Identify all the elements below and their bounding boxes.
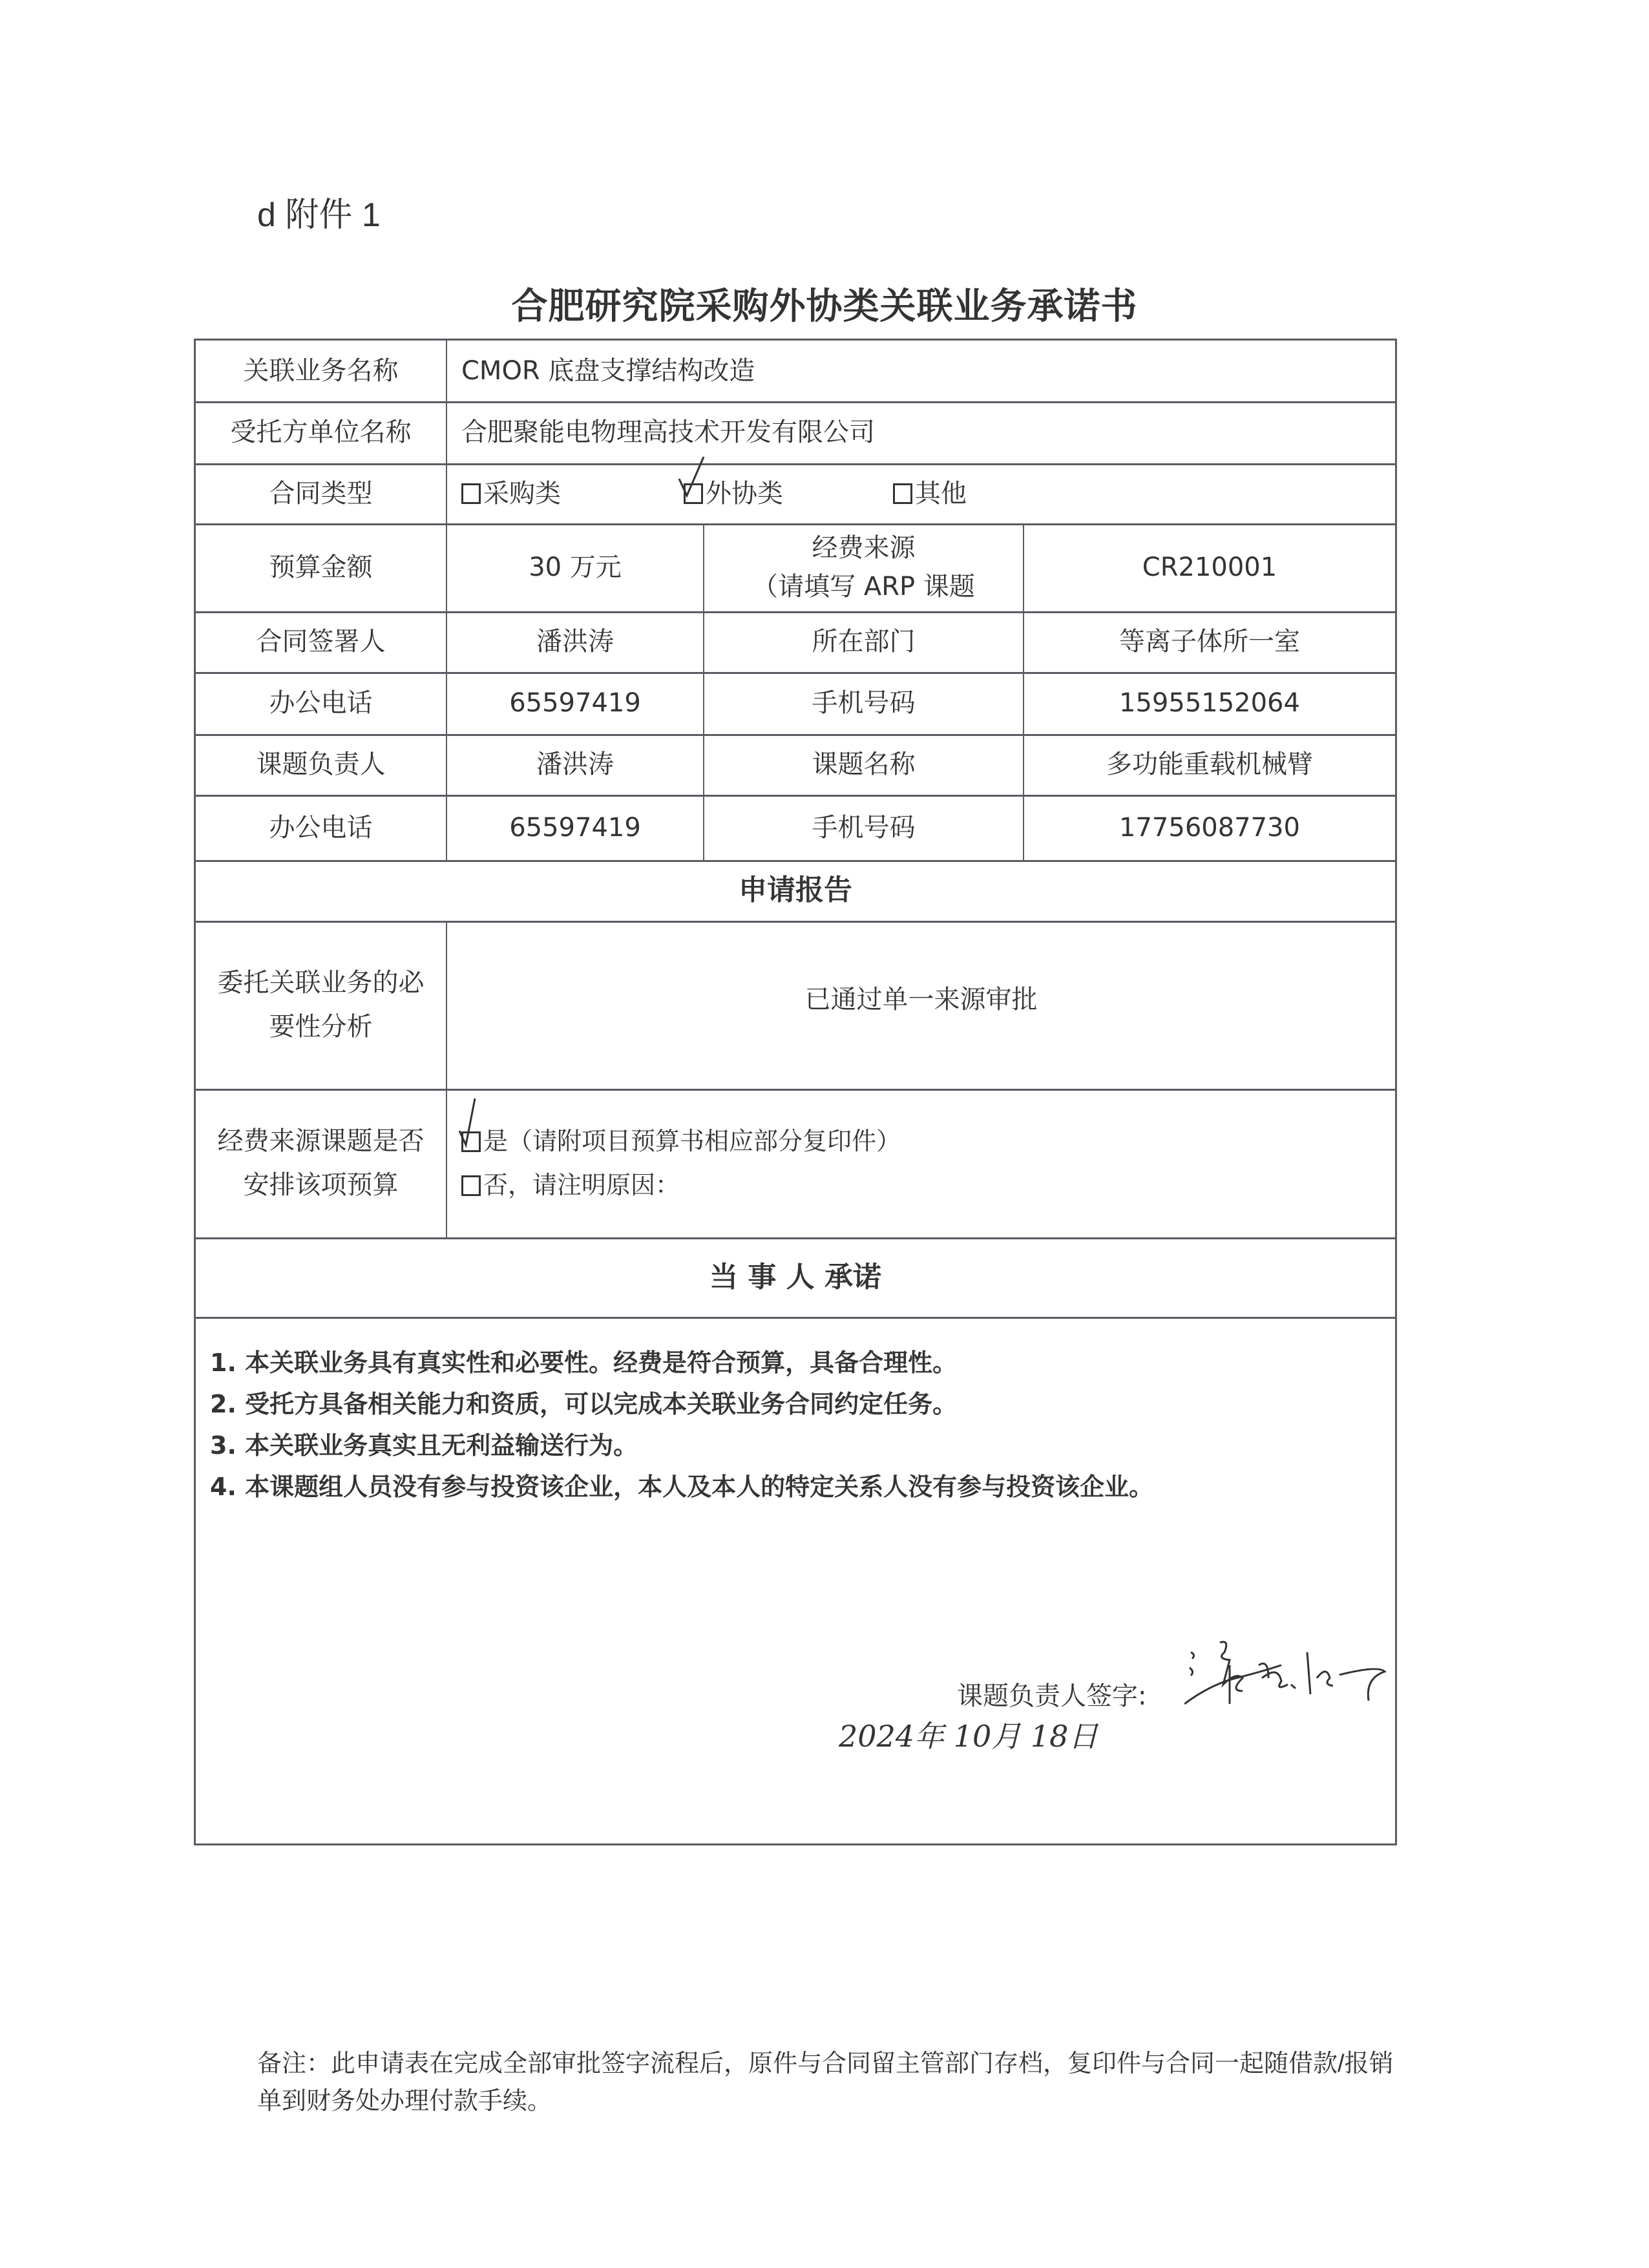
project-leader-label: 课题负责人 [256, 750, 386, 779]
entrusted-unit-label: 受托方单位名称 [230, 417, 412, 447]
signature-date: 2024年 10月 18日 [839, 1719, 1098, 1754]
budget-arranged-label: 经费来源课题是否 安排该项预算 [217, 1126, 425, 1200]
office-phone-value[interactable]: 65597419 [509, 688, 641, 718]
business-name-label: 关联业务名称 [243, 356, 399, 386]
signature-label: 课题负责人签字: [957, 1681, 1147, 1711]
attachment-label: d 附件 1 [257, 196, 381, 234]
checkmark-icon [678, 456, 717, 507]
mobile-label: 手机号码 [812, 688, 916, 718]
application-section-title: 申请报告 [739, 874, 852, 907]
contract-type-label: 合同类型 [269, 478, 373, 509]
project-name-label: 课题名称 [812, 750, 916, 779]
option-no[interactable]: 否，请注明原因： [461, 1163, 680, 1207]
necessity-label: 委托关联业务的必 要性分析 [217, 968, 425, 1042]
budget-value[interactable]: 30 万元 [529, 552, 622, 582]
pledge-item: 1. 本关联业务具有真实性和必要性。经费是符合预算，具备合理性。 [210, 1349, 958, 1377]
fund-source-value[interactable]: CR210001 [1142, 552, 1277, 582]
business-name-value[interactable]: CMOR 底盘支撑结构改造 [461, 356, 755, 386]
signer-value[interactable]: 潘洪涛 [536, 627, 614, 656]
pledge-list [210, 1342, 1153, 1507]
office-phone-value[interactable]: 65597419 [509, 812, 641, 843]
mobile-value[interactable]: 17756087730 [1119, 812, 1300, 843]
office-phone-label: 办公电话 [269, 688, 373, 718]
option-yes[interactable]: 是（请附项目预算书相应部分复印件） [461, 1119, 901, 1163]
checkbox-checked-icon[interactable] [684, 483, 703, 504]
checkmark-icon [458, 1097, 497, 1155]
option-other[interactable]: 其他 [893, 474, 967, 513]
fund-source-label: 经费来源 （请填写 ARP 课题 [752, 533, 975, 602]
commitment-form-table [194, 339, 1397, 1845]
department-label: 所在部门 [812, 627, 916, 656]
necessity-value[interactable]: 已通过单一来源审批 [804, 985, 1038, 1014]
mobile-value[interactable]: 15955152064 [1119, 688, 1300, 718]
office-phone-label: 办公电话 [269, 812, 373, 843]
pledge-section-title: 当 事 人 承诺 [709, 1260, 881, 1294]
handwritten-signature [1184, 1639, 1391, 1717]
pledge-item: 4. 本课题组人员没有参与投资该企业，本人及本人的特定关系人没有参与投资该企业。 [210, 1473, 1154, 1501]
project-leader-value[interactable]: 潘洪涛 [536, 750, 614, 779]
budget-arranged-options [447, 1089, 1395, 1237]
checkbox-unchecked-icon[interactable] [461, 483, 481, 504]
checkbox-unchecked-icon[interactable] [461, 1175, 481, 1196]
checkbox-unchecked-icon[interactable] [893, 483, 912, 504]
department-value[interactable]: 等离子体所一室 [1119, 627, 1300, 656]
document-title: 合肥研究院采购外协类关联业务承诺书 [511, 286, 1138, 328]
pledge-item: 2. 受托方具备相关能力和资质，可以完成本关联业务合同约定任务。 [210, 1390, 958, 1418]
project-name-value[interactable]: 多功能重载机械臂 [1106, 750, 1313, 779]
budget-label: 预算金额 [269, 552, 373, 582]
row-divider [196, 1317, 1395, 1319]
checkbox-checked-icon[interactable] [461, 1131, 481, 1152]
contract-type-options [447, 463, 1395, 523]
option-procurement[interactable]: 采购类 [461, 474, 561, 513]
option-outsourcing[interactable]: 外协类 [684, 474, 783, 513]
signer-label: 合同签署人 [256, 627, 386, 656]
entrusted-unit-value[interactable]: 合肥聚能电物理高技术开发有限公司 [461, 417, 875, 447]
footer-note: 备注：此申请表在完成全部审批签字流程后，原件与合同留主管部门存档，复印件与合同一起随借款/报销单到财务处办理付款手续。 [257, 2050, 1394, 2115]
mobile-label: 手机号码 [812, 812, 916, 843]
pledge-item: 3. 本关联业务真实且无利益输送行为。 [210, 1431, 638, 1460]
